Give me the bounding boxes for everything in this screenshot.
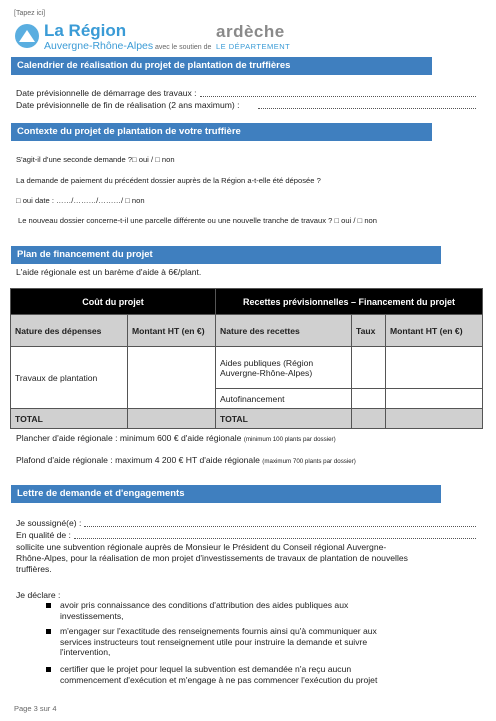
bullet-icon <box>46 603 51 608</box>
header-nature-recettes: Nature des recettes <box>216 315 352 347</box>
declaration-item-2 <box>60 626 377 658</box>
row-travaux-plantation: Travaux de plantation <box>11 347 128 409</box>
decl1-line2: investissements, <box>60 610 124 621</box>
q-seconde-demande: S'agit-il d'une seconde demande ?□ oui / □ non <box>16 155 175 164</box>
header-nature-depenses: Nature des dépenses <box>11 315 128 347</box>
bullet-icon <box>46 667 51 672</box>
plancher-note: (minimum 100 plants par dossier) <box>243 436 336 443</box>
section-title-calendrier: Calendrier de réalisation du projet de plantation de truffières <box>11 57 432 75</box>
header-placeholder: [Tapez ici] <box>14 10 46 17</box>
plancher-text <box>16 433 336 445</box>
decl1-line1: avoir pris connaissance des conditions d'attribution des aides publiques aux <box>60 600 349 610</box>
cell-montant-aides[interactable] <box>386 347 483 389</box>
cell-montant-travaux[interactable] <box>128 347 216 409</box>
section-title-financement: Plan de financement du projet <box>11 246 441 264</box>
plafond-note: (maximum 700 plants par dossier) <box>262 458 356 465</box>
cell-taux-auto[interactable] <box>352 389 386 409</box>
decl2-line1: m'engager sur l'exactitude des renseignements fournis ainsi qu'à communiquer aux <box>60 626 377 636</box>
financement-table <box>10 288 483 429</box>
header-montant-dep: Montant HT (en €) <box>128 315 216 347</box>
decl3-line2: commencement d'exécution et m'engage à ne pas commencer l'exécution du projet <box>60 674 378 685</box>
plafond-text <box>16 455 356 467</box>
region-logo-icon <box>14 22 40 50</box>
financement-intro: L'aide régionale est un barème d'aide à 6€/plant. <box>16 267 202 277</box>
declaration-item-1 <box>60 600 348 621</box>
qualite-label: En qualité de : <box>16 530 71 540</box>
col-recettes: Recettes prévisionnelles – Financement du projet <box>216 289 483 315</box>
decl2-line2: services instructeurs tout renseignement utile pour instruire la demande et suivre <box>60 636 368 647</box>
q-nouvelle-parcelle: Le nouveau dossier concerne-t-il une parcelle différente ou une nouvelle tranche de travaux ? □ oui / □ non <box>18 216 377 225</box>
sollicite-line1: sollicite une subvention régionale auprès de Monsieur le Président du Conseil régional Auvergne- <box>16 542 387 552</box>
section-title-lettre: Lettre de demande et d'engagements <box>11 485 441 503</box>
header-taux: Taux <box>352 315 386 347</box>
date-start-field[interactable] <box>200 96 476 97</box>
support-text: avec le soutien de <box>155 44 212 51</box>
soussigne-field[interactable] <box>84 526 476 527</box>
section-title-contexte: Contexte du projet de plantation de votre truffière <box>11 123 432 141</box>
logo-line1: La Région <box>44 21 127 40</box>
plafond-main: Plafond d'aide régionale : maximum 4 200 € HT d'aide régionale <box>16 455 260 465</box>
decl3-line1: certifier que le projet pour lequel la subvention est demandée n'a reçu aucun <box>60 664 352 674</box>
date-end-label: Date prévisionnelle de fin de réalisation (2 ans maximum) : <box>16 100 240 110</box>
ardeche-logo: ardèche <box>216 22 285 41</box>
page-number: Page 3 sur 4 <box>14 704 57 713</box>
bullet-icon <box>46 629 51 634</box>
total-recettes-label: TOTAL <box>216 409 352 429</box>
q-oui-date: □ oui date : ……/………/………/ □ non <box>16 196 145 205</box>
row-aides-publiques: Aides publiques (Région Auvergne-Rhône-Alpes) <box>216 347 352 389</box>
soussigne-label: Je soussigné(e) : <box>16 518 82 528</box>
total-taux[interactable] <box>352 409 386 429</box>
region-logo <box>14 22 174 52</box>
col-cout-projet: Coût du projet <box>11 289 216 315</box>
qualite-field[interactable] <box>74 538 476 539</box>
cell-taux-aides[interactable] <box>352 347 386 389</box>
plancher-main: Plancher d'aide régionale : minimum 600 € d'aide régionale <box>16 433 242 443</box>
decl2-line3: l'intervention, <box>60 647 111 657</box>
je-declare: Je déclare : <box>16 590 61 600</box>
date-end-field[interactable] <box>258 108 476 109</box>
total-depenses-value[interactable] <box>128 409 216 429</box>
departement-label: LE DÉPARTEMENT <box>216 42 291 51</box>
logo-line2: Auvergne-Rhône-Alpes <box>44 40 154 52</box>
date-start-label: Date prévisionnelle de démarrage des travaux : <box>16 88 197 98</box>
row-autofinancement: Autofinancement <box>216 389 352 409</box>
declaration-item-3 <box>60 664 377 685</box>
sollicite-line2: Rhône-Alpes, pour la réalisation de mon projet d'investissements de travaux de plantation de nouvelles <box>16 553 408 563</box>
sollicite-line3: truffières. <box>16 564 52 574</box>
total-depenses-label: TOTAL <box>11 409 128 429</box>
header-montant-rec: Montant HT (en €) <box>386 315 483 347</box>
q-paiement-depose: La demande de paiement du précédent dossier auprès de la Région a-t-elle été déposée ? <box>16 176 321 185</box>
total-recettes-value[interactable] <box>386 409 483 429</box>
cell-montant-auto[interactable] <box>386 389 483 409</box>
